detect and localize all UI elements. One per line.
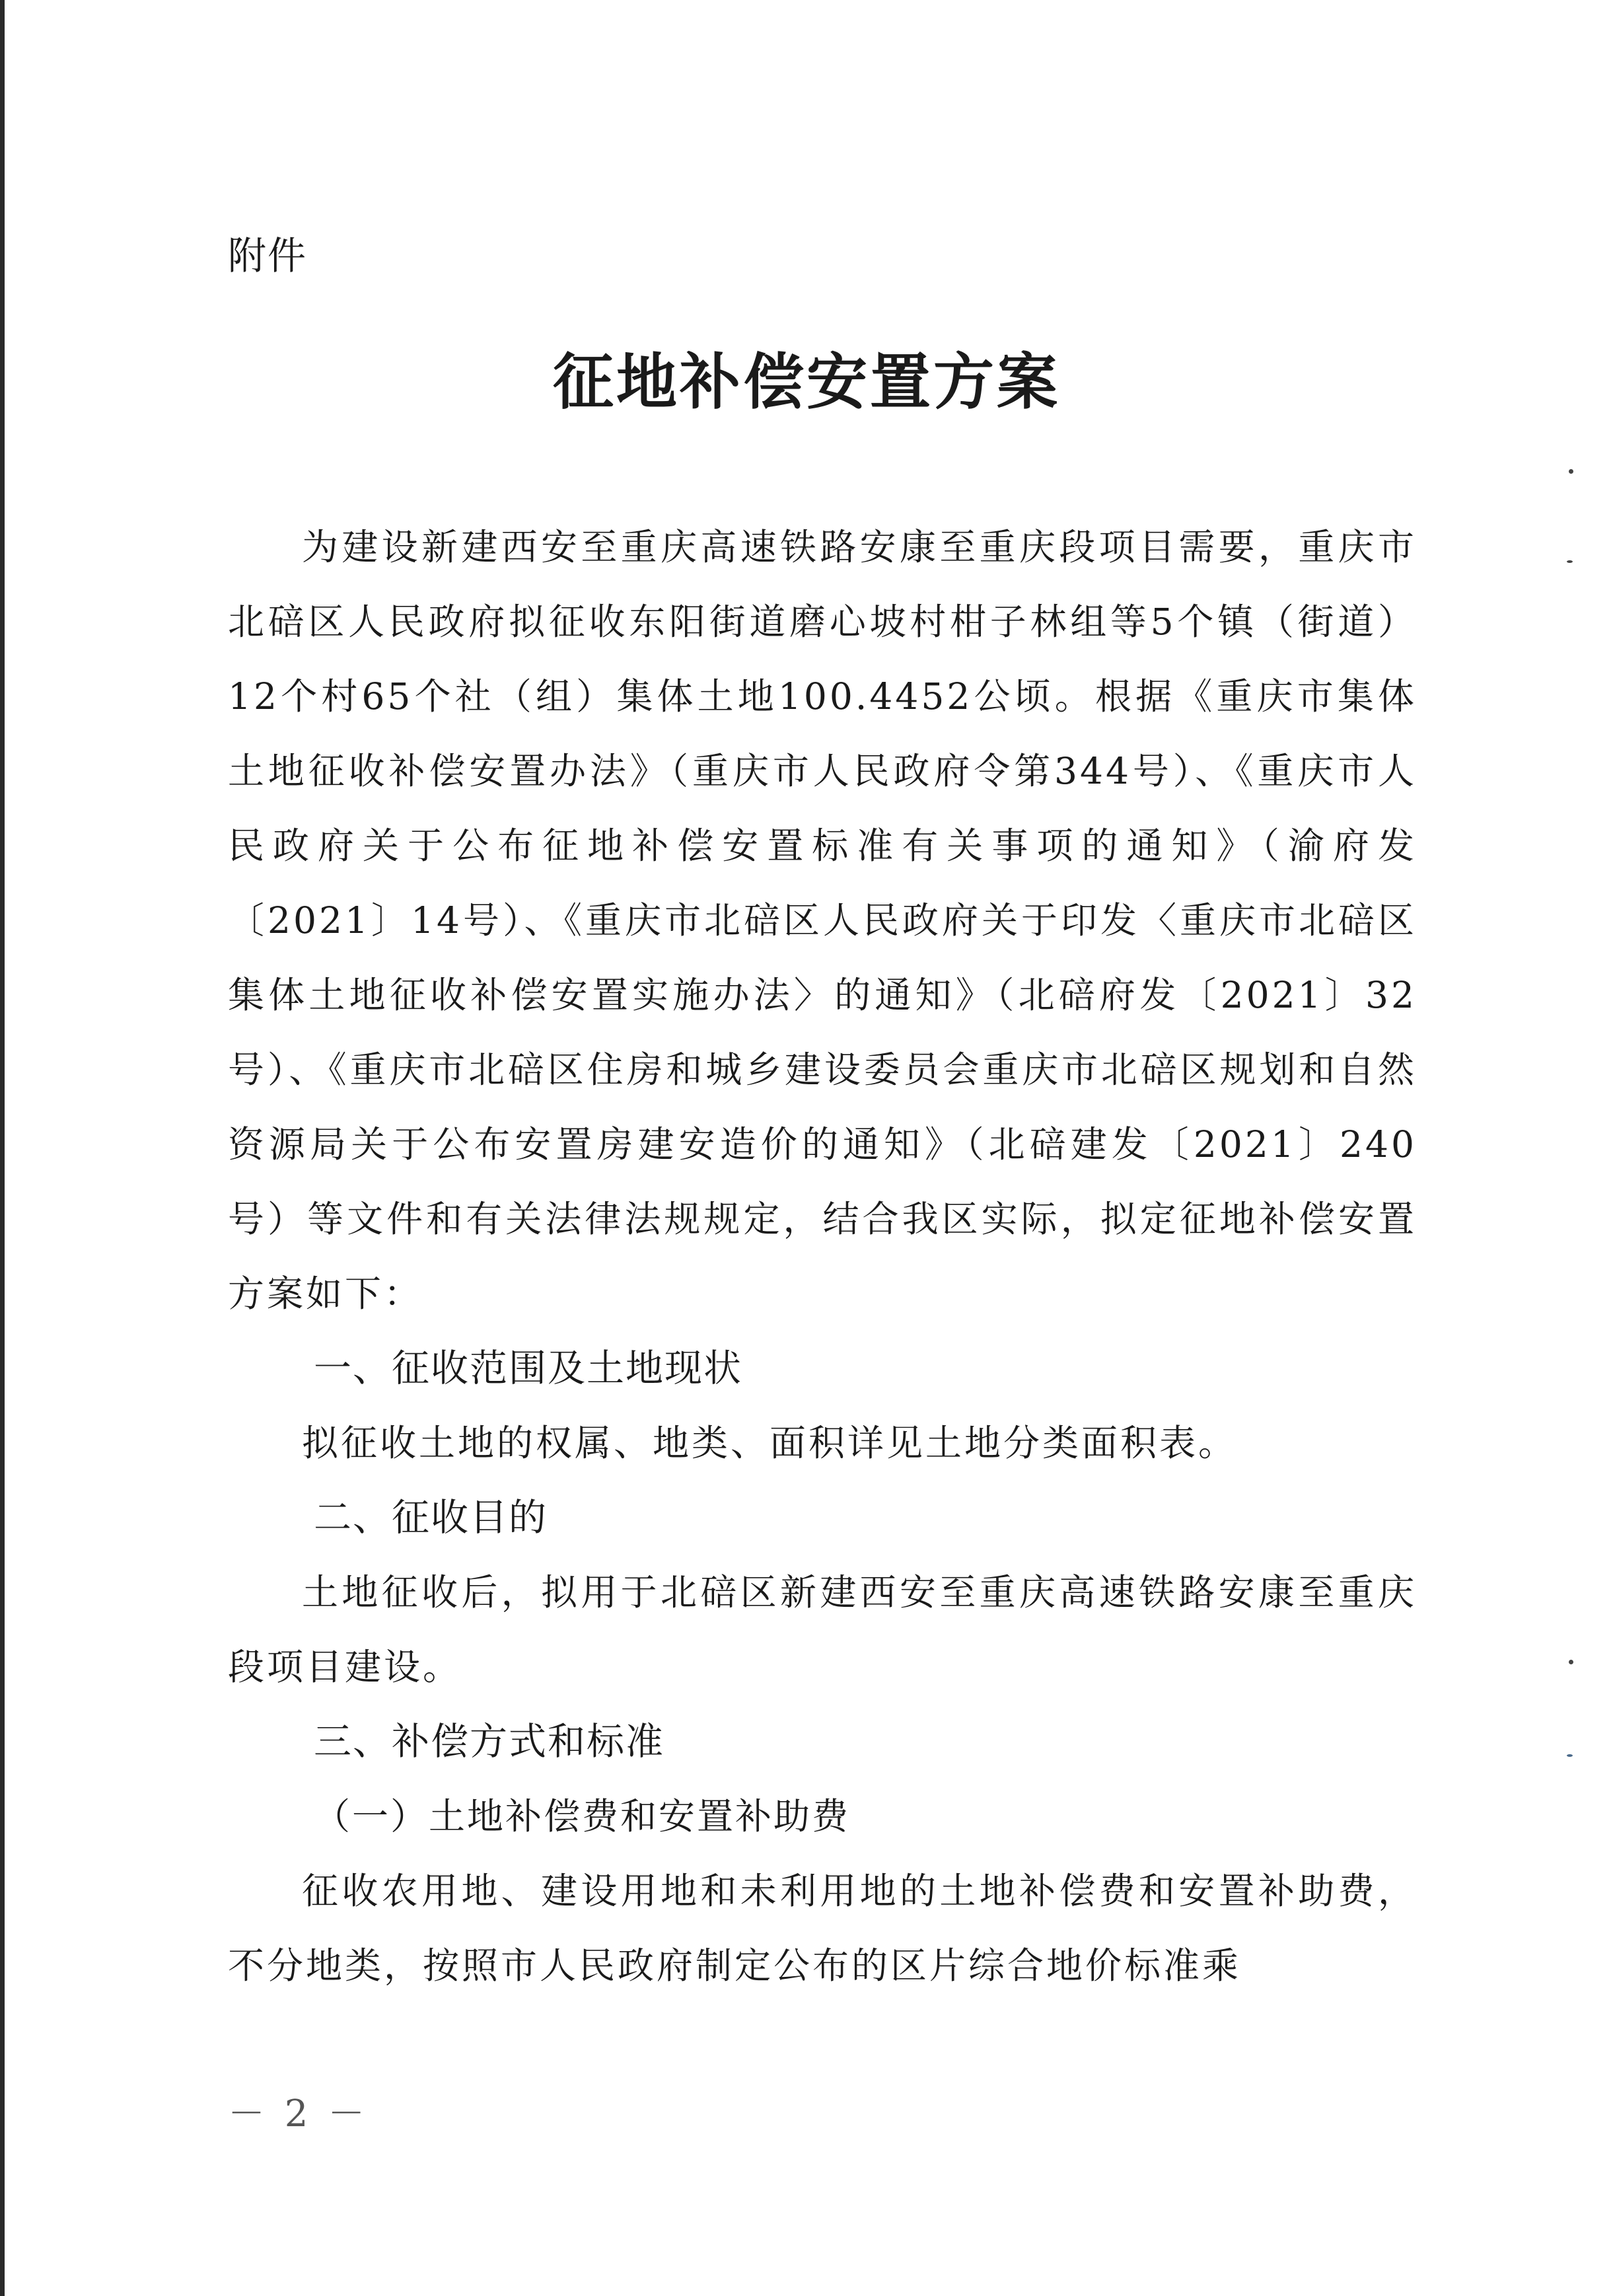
intro-paragraph: 为建设新建西安至重庆高速铁路安康至重庆段项目需要，重庆市北碚区人民政府拟征收东阳街道磨心坡村柑子林组等5个镇（街道）12个村65个社（组）集体土地100.4452公顷。根据《重庆市集体土地征收补偿安置办法》（重庆市人民政府令第344号）、《重庆市人民政府关于公布征地补偿安置标准有关事项的通知》（渝府发〔2021〕14号）、《重庆市北碚区人民政府关于印发〈重庆市北碚区集体土地征收补偿安置实施办法〉的通知》（北碚府发〔2021〕32号）、《重庆市北碚区住房和城乡建设委员会重庆市北碚区规划和自然资源局关于公布安置房建安造价的通知》（北碚建发〔2021〕240号）等文件和有关法律法规规定，结合我区实际，拟定征地补偿安置方案如下： xyxy=(228,526,1417,1315)
subsection-heading-land-compensation: （一）土地补偿费和安置补助费 xyxy=(314,1795,851,1837)
section-heading-compensation: 三、补偿方式和标准 xyxy=(314,1720,664,1763)
scan-mark xyxy=(1567,560,1573,563)
scan-mark xyxy=(1569,469,1573,474)
document-body xyxy=(228,510,1417,2003)
subsection-text-land-compensation: 征收农用地、建设用地和未利用地的土地补偿费和安置补助费，不分地类，按照市人民政府制定公布的区片综合地价标准乘 xyxy=(228,1870,1417,1987)
scan-mark xyxy=(1567,1754,1573,1757)
attachment-label: 附件 xyxy=(228,233,308,278)
scan-mark xyxy=(1569,1660,1573,1664)
section-text-purpose: 土地征收后，拟用于北碚区新建西安至重庆高速铁路安康至重庆段项目建设。 xyxy=(228,1571,1417,1688)
section-text-scope: 拟征收土地的权属、地类、面积详见土地分类面积表。 xyxy=(302,1422,1238,1464)
section-heading-purpose: 二、征收目的 xyxy=(314,1496,548,1539)
section-heading-scope: 一、征收范围及土地现状 xyxy=(314,1347,742,1390)
page-title: 征地补偿安置方案 xyxy=(552,346,1060,418)
page-number: － 2 － xyxy=(228,2092,369,2135)
